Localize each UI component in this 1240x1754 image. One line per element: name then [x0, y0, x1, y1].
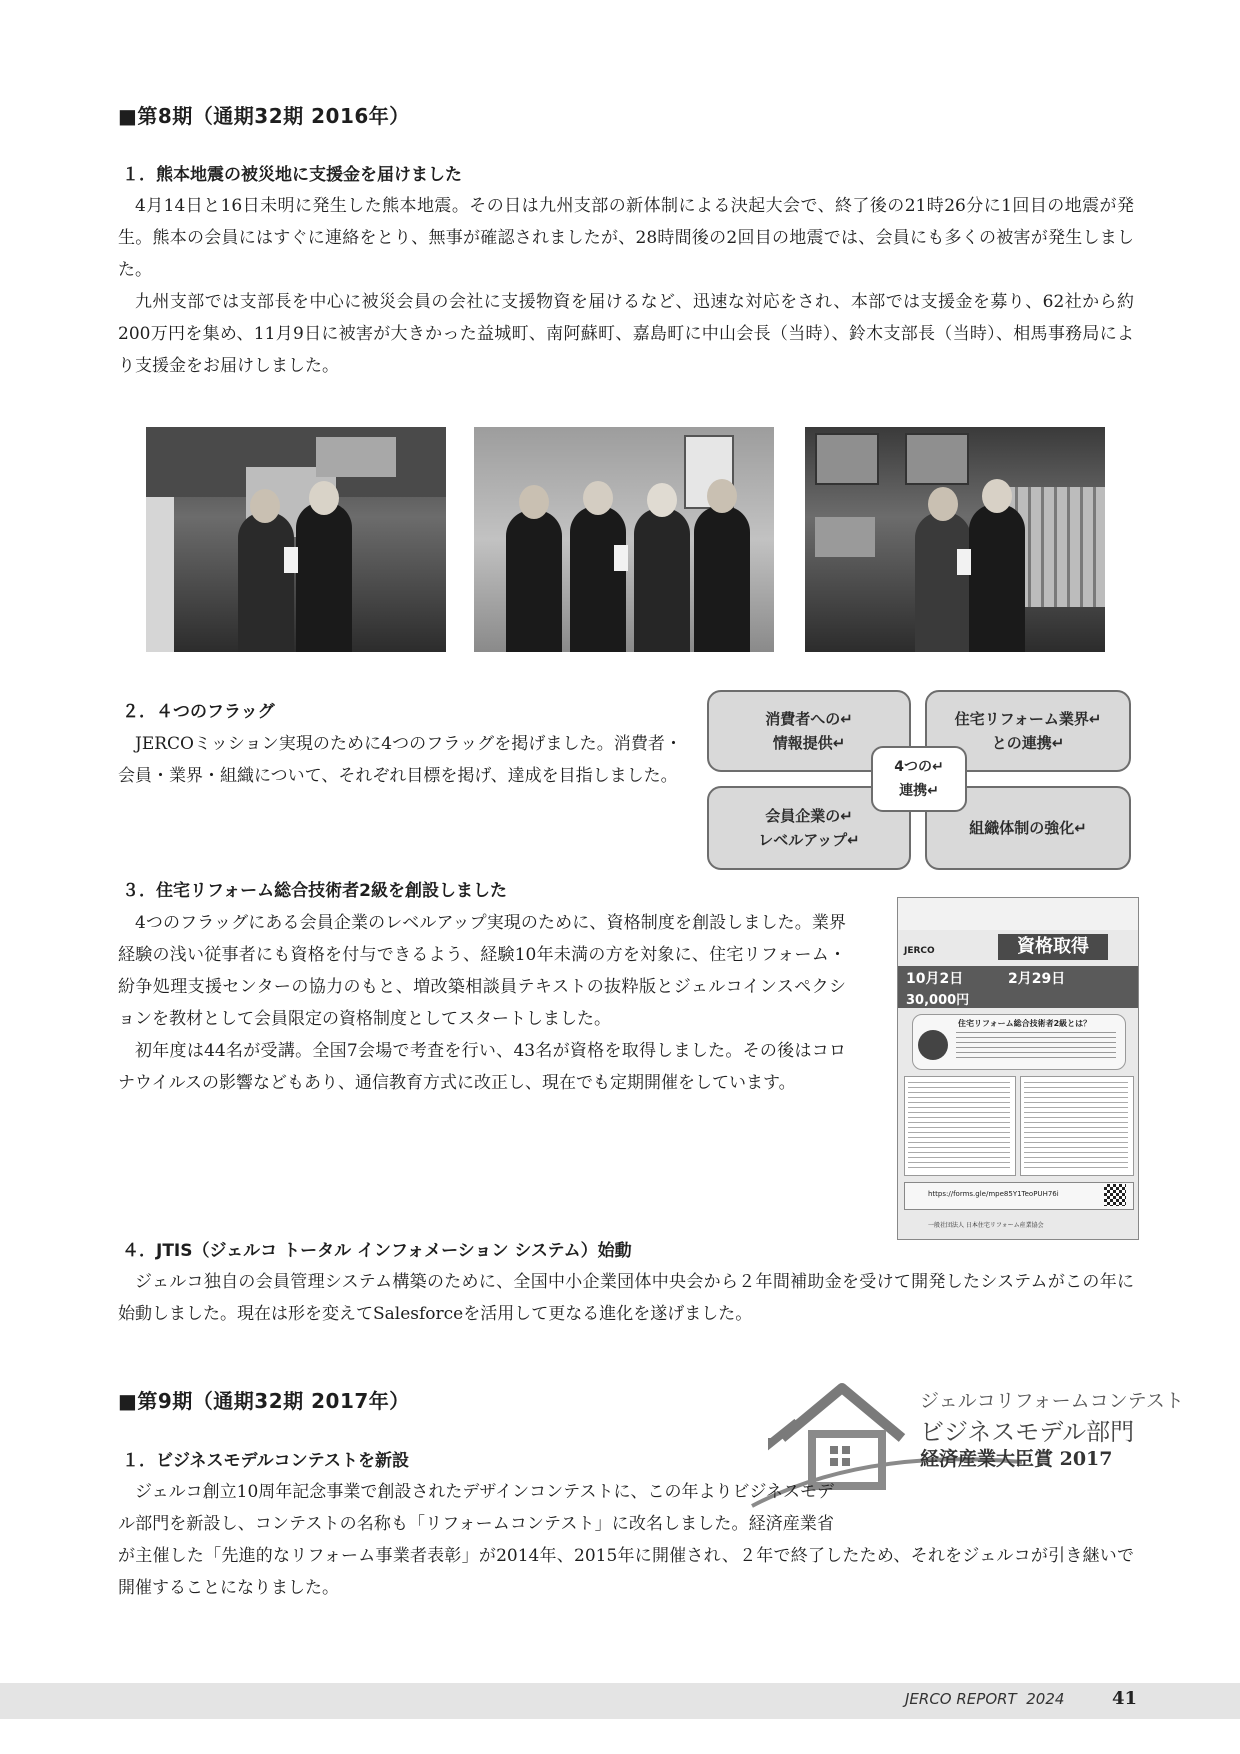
flag-center-four-connections: 4つの↵ 連携↵ [871, 746, 967, 812]
item-title-jtis: ４．JTIS（ジェルコ トータル インフォメーション システム）始動 [122, 1241, 632, 1261]
contest-logo-line2: ビジネスモデル部門 [920, 1418, 1135, 1446]
flyer-logo: JERCO [904, 946, 935, 956]
flyer-date-from: 10月2日 [906, 971, 964, 987]
jtis-body [118, 1266, 1134, 1330]
flyer-fee: 30,000円 [906, 993, 970, 1008]
technician-paragraph-1: 4つのフラッグにある会員企業のレベルアップ実現のために、資格制度を創設しました。業界経験の浅い従事者にも資格を付与できるよう、経験10年未満の方を対象に、住宅リフォーム・紛争処理支援センターの協力のもと、増改築相談員テキストの抜粋版とジェルコインスペクションを教材として会員限定の資格制度としてスタートしました。 [118, 913, 846, 1029]
item-title-four-flags: ２．４つのフラッグ [122, 702, 275, 722]
flyer-headline: 資格取得 [998, 934, 1108, 960]
item-title-technician-grade2: ３．住宅リフォーム総合技術者2級を創設しました [122, 881, 507, 901]
flyer-qr-code [1104, 1184, 1126, 1206]
photo-donation-3 [805, 427, 1105, 652]
contest-paragraph: ジェルコ創立10周年記念事業で創設されたデザインコンテストに、この年よりビジネスモデル部門を新設し、コンテストの名称も「リフォームコンテスト」に改名しました。経済産業省が主催した「先進的なリフォーム事業者表彰」が2014年、2015年に開催され、２年で終了したため、それをジェルコが引き継いで開催することになりました。 [118, 1482, 1134, 1598]
qualification-flyer [897, 897, 1139, 1240]
section-heading-9: ■第9期（通期32期 2017年） [118, 1389, 410, 1413]
photo-donation-2 [474, 427, 774, 652]
contest-body [118, 1476, 1134, 1604]
flyer-date-to: 2月29日 [1008, 971, 1066, 987]
flag-organization-strengthening: 組織体制の強化↵ [925, 786, 1131, 870]
four-flags-body [118, 728, 682, 792]
contest-logo-line1: ジェルコリフォームコンテスト [920, 1390, 1184, 1412]
kumamoto-paragraph-2: 九州支部では支部長を中心に被災会員の会社に支援物資を届けるなど、迅速な対応をされ、本部では支援金を募り、62社から約200万円を集め、11月9日に被害が大きかった益城町、南阿蘇町、嘉島町に中山会長（当時）、鈴木支部長（当時）、相馬事務局により支援金をお届けしました。 [118, 292, 1134, 376]
four-flags-diagram [707, 690, 1131, 870]
item-title-kumamoto: １．熊本地震の被災地に支援金を届けました [122, 165, 462, 185]
technician-body [118, 907, 846, 1099]
page-number: 41 [1112, 1688, 1138, 1709]
photo-donation-1 [146, 427, 446, 652]
flag-consumer-info: 消費者への↵ 情報提供↵ [707, 690, 911, 772]
footer-report-title: JERCO REPORT 2024 [905, 1690, 1065, 1708]
flyer-url: https://forms.gle/mpe85Y1TeoPUH76i [928, 1190, 1059, 1198]
flag-member-level-up: 会員企業の↵ レベルアップ↵ [707, 786, 911, 870]
contest-logo-line3: 経済産業大臣賞 2017 [920, 1448, 1113, 1470]
flyer-org: 一般社団法人 日本住宅リフォーム産業協会 [928, 1222, 1044, 1229]
flyer-question: 住宅リフォーム総合技術者2級とは？ [958, 1019, 1092, 1028]
item-title-business-model-contest: １．ビジネスモデルコンテストを新設 [122, 1451, 409, 1471]
technician-paragraph-2: 初年度は44名が受講。全国7会場で考査を行い、43名が資格を取得しました。その後はコロナウイルスの影響などもあり、通信教育方式に改正し、現在でも定期開催をしています。 [118, 1041, 846, 1093]
kumamoto-paragraph-1: 4月14日と16日未明に発生した熊本地震。その日は九州支部の新体制による決起大会で、終了後の21時26分に1回目の地震が発生。熊本の会員にはすぐに連絡をとり、無事が確認されましたが、28時間後の2回目の地震では、会員にも多くの被害が発生しました。 [118, 196, 1134, 280]
four-flags-paragraph: JERCOミッション実現のために4つのフラッグを掲げました。消費者・会員・業界・組織について、それぞれ目標を掲げ、達成を目指しました。 [118, 734, 682, 786]
flag-industry-collaboration: 住宅リフォーム業界↵ との連携↵ [925, 690, 1131, 772]
kumamoto-body [118, 190, 1134, 382]
jtis-paragraph: ジェルコ独自の会員管理システム構築のために、全国中小企業団体中央会から２年間補助金を受けて開発したシステムがこの年に始動しました。現在は形を変えてSalesforceを活用して更なる進化を遂げました。 [118, 1272, 1134, 1324]
section-heading-8: ■第8期（通期32期 2016年） [118, 104, 410, 128]
